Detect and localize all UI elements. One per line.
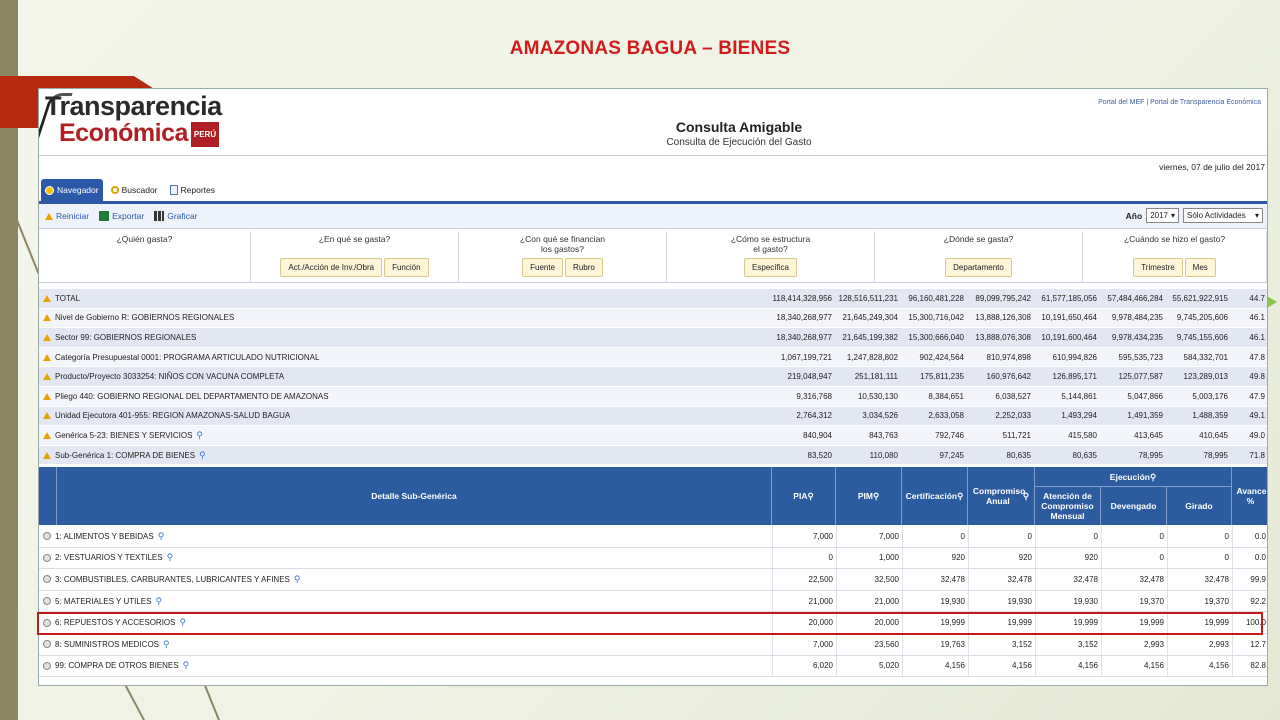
summary-cell: 15,300,666,040 [908, 332, 964, 342]
detail-cell: 0.0 [1232, 548, 1268, 569]
summary-cell: 175,811,235 [920, 372, 964, 382]
summary-cell: 1,493,294 [1061, 411, 1097, 421]
tab-reportes[interactable] [166, 179, 220, 201]
row-radio[interactable] [43, 554, 51, 562]
report-icon [170, 185, 178, 195]
summary-row-text: Sub-Genérica 1: COMPRA DE BIENES [55, 450, 196, 460]
summary-table [39, 289, 1267, 465]
row-radio[interactable] [43, 662, 51, 670]
filter-icon: ⚲ [872, 491, 880, 501]
summary-cell: 410,645 [1199, 430, 1228, 440]
header-compromiso-label: Compromiso Anual [972, 486, 1026, 506]
detail-cell: 0 [902, 526, 968, 547]
summary-cell: 128,516,511,231 [838, 293, 898, 303]
summary-cell: 415,580 [1068, 430, 1097, 440]
detail-cell: 19,999 [1167, 612, 1232, 633]
navigator-icon [45, 186, 54, 195]
summary-row-label [43, 367, 284, 386]
summary-cell: 792,746 [935, 430, 964, 440]
top-links[interactable]: Portal del MEF | Portal de Transparencia Económica [1098, 99, 1261, 106]
summary-cell: 584,332,701 [1183, 352, 1228, 362]
header-spacer [39, 467, 57, 525]
graficar-button[interactable] [154, 211, 197, 221]
summary-cell: 18,340,268,977 [776, 313, 832, 323]
logo-text: Transparencia [45, 91, 222, 121]
row-radio[interactable] [43, 640, 51, 648]
summary-cell: 219,048,947 [787, 372, 832, 382]
summary-cell: 8,384,651 [928, 391, 964, 401]
summary-cell: 9,745,155,606 [1176, 332, 1228, 342]
detail-cell: 0 [1035, 526, 1101, 547]
detail-cell: 7,000 [836, 526, 902, 547]
mes-button[interactable]: Mes [1185, 258, 1216, 277]
summary-cell: 13,888,076,308 [975, 332, 1031, 342]
detail-row-text: 99: COMPRA DE OTROS BIENES [55, 661, 179, 671]
detail-row-text: 6: REPUESTOS Y ACCESORIOS [55, 618, 176, 628]
funcion-button[interactable]: Función [384, 258, 428, 277]
filter-icon[interactable]: ⚲ [155, 595, 163, 606]
detail-row[interactable] [39, 634, 1267, 656]
header-certificacion-label: Certificación [905, 491, 958, 501]
detail-cell: 4,156 [1167, 656, 1232, 677]
question-donde [875, 231, 1083, 282]
departamento-button[interactable]: Departamento [945, 258, 1012, 277]
summary-cell: 78,995 [1138, 450, 1163, 460]
summary-row[interactable] [39, 407, 1267, 427]
summary-cell: 810,974,898 [986, 352, 1031, 362]
summary-cell: 10,530,130 [857, 391, 898, 401]
detail-cell: 100.0 [1232, 612, 1268, 633]
filter-icon[interactable]: ⚲ [199, 449, 206, 460]
summary-cell: 1,491,359 [1127, 411, 1163, 421]
collapse-icon[interactable] [43, 334, 51, 341]
filter-icon[interactable]: ⚲ [182, 660, 190, 671]
reset-icon [45, 213, 53, 220]
header-pim-label: PIM [857, 491, 873, 501]
row-radio[interactable] [43, 619, 51, 627]
header-ejecucion-label: Ejecución [1109, 471, 1150, 482]
detail-cell: 4,156 [1101, 656, 1167, 677]
anio-label: Año [1125, 210, 1143, 221]
summary-cell: 843,763 [869, 430, 898, 440]
filter-icon: ⚲ [1022, 491, 1030, 501]
question-en-que [251, 231, 459, 282]
summary-row-text: Unidad Ejecutora 401-955: REGION AMAZONAS-SALUD BAGUA [55, 411, 291, 421]
detail-cell: 21,000 [772, 591, 836, 612]
year-value: 2017 [1150, 211, 1168, 220]
screenshot-frame [38, 88, 1268, 686]
summary-cell: 80,635 [1072, 450, 1097, 460]
summary-cell: 21,645,199,382 [842, 332, 898, 342]
page-subtitle: Consulta de Ejecución del Gasto [666, 137, 812, 148]
detail-cell: 0 [1101, 548, 1167, 569]
summary-row-label [43, 387, 329, 406]
summary-cell: 2,633,058 [928, 411, 964, 421]
summary-cell: 47.8 [1249, 352, 1265, 362]
detail-row-text: 8: SUMINISTROS MEDICOS [55, 639, 160, 649]
collapse-icon[interactable] [43, 373, 51, 380]
tab-navegador[interactable] [41, 179, 103, 201]
graficar-label: Graficar [167, 211, 198, 221]
question-text: ¿Cómo se estructura el gasto? [730, 234, 811, 254]
detail-cell: 19,930 [902, 591, 968, 612]
exportar-label: Exportar [112, 211, 145, 221]
summary-cell: 80,635 [1006, 450, 1031, 460]
page-header [639, 119, 839, 148]
header-avance-label: Avance % [1236, 486, 1267, 506]
tab-buscador[interactable] [107, 179, 162, 201]
summary-cell: 1,067,199,721 [780, 352, 832, 362]
summary-cell: 9,978,484,235 [1111, 313, 1163, 323]
summary-cell: 13,888,126,308 [975, 313, 1031, 323]
summary-row-label [43, 407, 290, 426]
summary-cell: 6,038,527 [995, 391, 1031, 401]
summary-cell: 5,047,866 [1127, 391, 1163, 401]
detail-cell: 1,000 [836, 548, 902, 569]
row-radio[interactable] [43, 575, 51, 583]
tab-label: Buscador [121, 185, 158, 195]
detail-cell: 3,152 [1035, 634, 1101, 655]
summary-row-text: Sector 99: GOBIERNOS REGIONALES [55, 332, 197, 342]
detail-cell: 19,763 [902, 634, 968, 655]
summary-cell: 97,245 [939, 450, 964, 460]
detail-cell: 19,999 [1101, 612, 1167, 633]
detail-cell: 4,156 [902, 656, 968, 677]
row-radio[interactable] [43, 597, 51, 605]
detail-cell: 22,500 [772, 569, 836, 590]
tab-label: Navegador [57, 185, 99, 195]
chevron-down-icon: ▾ [1170, 211, 1175, 220]
header-devengado: Devengado [1101, 487, 1167, 525]
detail-cell: 21,000 [836, 591, 902, 612]
filter-icon[interactable]: ⚲ [196, 429, 203, 440]
header-pim[interactable] [836, 467, 902, 525]
detail-cell: 92.2 [1232, 591, 1268, 612]
detail-cell: 32,478 [1101, 569, 1167, 590]
summary-row-label [43, 446, 206, 465]
detail-cell: 0 [1101, 526, 1167, 547]
detail-cell: 920 [1035, 548, 1101, 569]
summary-cell: 21,645,249,304 [842, 313, 898, 323]
tab-label: Reportes [180, 185, 216, 195]
summary-row[interactable] [39, 387, 1267, 407]
summary-cell: 5,144,861 [1061, 391, 1097, 401]
header-compromiso[interactable] [968, 467, 1035, 525]
header-girado: Girado [1167, 487, 1232, 525]
detail-cell: 0 [1167, 526, 1232, 547]
detail-row-label [43, 548, 173, 569]
rubro-button[interactable]: Rubro [565, 258, 603, 277]
detail-cell: 19,999 [902, 612, 968, 633]
header-avance [1232, 467, 1268, 525]
detail-row-label [43, 634, 170, 655]
summary-cell: 160,976,642 [986, 372, 1031, 382]
summary-cell: 2,252,033 [995, 411, 1031, 421]
logo-text-2: Económica PERÚ [59, 122, 219, 147]
detail-row[interactable] [39, 569, 1267, 591]
detail-cell: 4,156 [1035, 656, 1101, 677]
detail-cell: 19,370 [1167, 591, 1232, 612]
header-atencion [1035, 487, 1101, 525]
collapse-icon[interactable] [43, 314, 51, 321]
summary-row[interactable] [39, 367, 1267, 387]
summary-row-text: Nivel de Gobierno R: GOBIERNOS REGIONALES [55, 313, 235, 323]
summary-cell: 49.8 [1249, 372, 1265, 382]
detail-cell: 3,152 [968, 634, 1035, 655]
summary-cell: 10,191,650,464 [1041, 313, 1097, 323]
page-title: Consulta Amigable [675, 119, 803, 135]
chevron-down-icon: ▾ [1254, 211, 1259, 220]
question-quien [39, 231, 251, 282]
summary-cell: 9,745,205,606 [1176, 313, 1228, 323]
summary-cell: 55,621,922,915 [1172, 293, 1228, 303]
summary-row[interactable] [39, 289, 1267, 309]
summary-cell: 49.0 [1249, 430, 1265, 440]
year-controls [1126, 208, 1263, 223]
detail-row-text: 2: VESTUARIOS Y TEXTILES [55, 553, 163, 563]
slide-title: AMAZONAS BAGUA – BIENES [509, 38, 791, 59]
exportar-button[interactable] [99, 211, 144, 221]
detail-cell: 12.7 [1232, 634, 1268, 655]
detail-row[interactable] [39, 612, 1267, 634]
detail-cell: 20,000 [836, 612, 902, 633]
summary-cell: 44.7 [1249, 293, 1265, 303]
header-ejecucion [1035, 467, 1232, 487]
filter-icon[interactable]: ⚲ [179, 617, 187, 628]
detail-row-text: 1: ALIMENTOS Y BEBIDAS [55, 531, 154, 541]
detail-cell: 7,000 [772, 526, 836, 547]
summary-cell: 595,535,723 [1118, 352, 1163, 362]
summary-cell: 2,764,312 [796, 411, 832, 421]
filter-icon[interactable]: ⚲ [166, 552, 174, 563]
collapse-icon[interactable] [43, 295, 51, 302]
header-detalle: Detalle Sub-Genérica [57, 467, 772, 525]
summary-row-text: Pliego 440: GOBIERNO REGIONAL DEL DEPARTAMENTO DE AMAZONAS [55, 391, 329, 401]
year-select[interactable] [1146, 208, 1179, 223]
summary-row[interactable] [39, 328, 1267, 348]
detail-cell: 20,000 [772, 612, 836, 633]
summary-cell: 9,978,434,235 [1111, 332, 1163, 342]
header-pia-label: PIA [793, 491, 808, 501]
summary-cell: 89,099,795,242 [975, 293, 1031, 303]
filter-icon: ⚲ [1149, 471, 1157, 482]
summary-cell: 110,080 [869, 450, 898, 460]
detail-cell: 19,930 [968, 591, 1035, 612]
detail-row-label [43, 526, 164, 547]
detail-cell: 82.8 [1232, 656, 1268, 677]
summary-cell: 1,247,828,802 [846, 352, 898, 362]
filter-icon[interactable]: ⚲ [163, 638, 170, 649]
question-con-que [459, 231, 667, 282]
tab-bar [41, 179, 219, 201]
summary-cell: 840,904 [803, 430, 832, 440]
search-icon [111, 186, 119, 194]
especifica-button[interactable]: Específica [744, 258, 797, 277]
detail-row-text: 5: MATERIALES Y UTILES [55, 596, 152, 606]
summary-row-text: Producto/Proyecto 3033254: NIÑOS CON VACUNA COMPLETA [55, 372, 285, 382]
summary-row-label [43, 426, 203, 445]
question-bar [39, 231, 1267, 283]
summary-cell: 18,340,268,977 [776, 332, 832, 342]
detail-cell: 920 [902, 548, 968, 569]
summary-cell: 61,577,185,056 [1041, 293, 1097, 303]
detail-cell: 19,999 [1035, 612, 1101, 633]
row-radio[interactable] [43, 532, 51, 540]
detail-row[interactable] [39, 591, 1267, 613]
summary-cell: 1,488,359 [1192, 411, 1228, 421]
summary-cell: 46.1 [1249, 332, 1265, 342]
detail-cell: 6,020 [772, 656, 836, 677]
detail-cell: 0 [1167, 548, 1232, 569]
collapse-icon[interactable] [43, 393, 51, 400]
collapse-icon[interactable] [43, 354, 51, 361]
summary-cell: 118,414,328,956 [772, 293, 832, 303]
detail-cell: 23,560 [836, 634, 902, 655]
chart-icon [154, 211, 164, 221]
summary-row[interactable] [39, 426, 1267, 446]
detail-row-label [43, 612, 186, 633]
summary-row[interactable] [39, 348, 1267, 368]
excel-icon [99, 211, 109, 221]
question-text: ¿Dónde se gasta? [943, 234, 1014, 244]
detail-row-label [43, 656, 189, 677]
summary-cell: 123,289,013 [1183, 372, 1228, 382]
question-text: ¿Con qué se financian los gastos? [519, 234, 606, 254]
summary-cell: 15,300,716,042 [908, 313, 964, 323]
detail-cell: 32,478 [1035, 569, 1101, 590]
filter-icon: ⚲ [957, 491, 964, 501]
question-como [667, 231, 875, 282]
detail-row[interactable] [39, 526, 1267, 548]
act-accion-button[interactable]: Act./Acción de Inv./Obra [280, 258, 382, 277]
collapse-icon[interactable] [43, 432, 51, 439]
detail-cell: 0 [968, 526, 1035, 547]
summary-cell: 3,034,526 [862, 411, 898, 421]
summary-cell: 83,520 [807, 450, 832, 460]
summary-row-label [43, 309, 234, 328]
detail-cell: 32,478 [902, 569, 968, 590]
summary-cell: 57,484,466,284 [1107, 293, 1163, 303]
detail-cell: 19,370 [1101, 591, 1167, 612]
detail-row-label [43, 569, 300, 590]
summary-cell: 49.1 [1249, 411, 1265, 421]
summary-cell: 71.8 [1249, 450, 1265, 460]
reiniciar-button[interactable] [45, 211, 89, 221]
header-pia[interactable] [772, 467, 836, 525]
detail-row-text: 3: COMBUSTIBLES, CARBURANTES, LUBRICANTES Y AFINES [55, 574, 290, 584]
summary-row[interactable] [39, 309, 1267, 329]
summary-cell: 126,895,171 [1052, 372, 1097, 382]
detail-table [39, 526, 1267, 677]
logo-badge: PERÚ [191, 122, 219, 147]
detail-cell: 19,930 [1035, 591, 1101, 612]
filter-icon[interactable]: ⚲ [293, 573, 301, 584]
summary-row-text: TOTAL [55, 293, 81, 303]
summary-cell: 47.9 [1249, 391, 1265, 401]
summary-cell: 902,424,564 [919, 352, 964, 362]
detail-cell: 32,500 [836, 569, 902, 590]
detail-cell: 920 [968, 548, 1035, 569]
summary-row-label [43, 289, 80, 308]
trimestre-button[interactable]: Trimestre [1133, 258, 1182, 277]
detail-cell: 99.9 [1232, 569, 1268, 590]
question-text: ¿Quién gasta? [116, 234, 173, 244]
summary-row[interactable] [39, 446, 1267, 466]
question-text: ¿Cuándo se hizo el gasto? [1123, 234, 1226, 244]
summary-cell: 78,995 [1203, 450, 1228, 460]
summary-cell: 251,181,111 [854, 372, 898, 382]
summary-row-label [43, 328, 196, 347]
actividades-value: Sólo Actividades [1187, 211, 1246, 220]
detail-row-label [43, 591, 162, 612]
detail-cell: 4,156 [968, 656, 1035, 677]
collapse-icon[interactable] [43, 412, 51, 419]
detail-cell: 32,478 [1167, 569, 1232, 590]
detail-cell: 0.0 [1232, 526, 1268, 547]
summary-cell: 610,994,826 [1052, 352, 1097, 362]
summary-cell: 413,645 [1134, 430, 1163, 440]
detail-cell: 19,999 [968, 612, 1035, 633]
collapse-icon[interactable] [43, 452, 51, 459]
detail-cell: 7,000 [772, 634, 836, 655]
question-cuando [1083, 231, 1267, 282]
detail-cell: 32,478 [968, 569, 1035, 590]
summary-cell: 511,721 [1002, 430, 1031, 440]
summary-cell: 5,003,176 [1192, 391, 1228, 401]
header-certificacion[interactable] [902, 467, 968, 525]
filter-icon: ⚲ [807, 491, 814, 501]
summary-row-text: Categoría Presupuestal 0001: PROGRAMA ARTICULADO NUTRICIONAL [55, 352, 320, 362]
detail-row[interactable] [39, 656, 1267, 678]
detail-table-header [39, 467, 1267, 525]
summary-cell: 96,160,481,228 [908, 293, 964, 303]
slide-arrow-icon [1267, 296, 1277, 308]
divider [39, 155, 1267, 156]
summary-row-label [43, 348, 319, 367]
detail-row[interactable] [39, 548, 1267, 570]
detail-cell: 0 [772, 548, 836, 569]
date-text: viernes, 07 de julio del 2017 [1159, 162, 1265, 172]
fuente-button[interactable]: Fuente [522, 258, 563, 277]
filter-icon[interactable]: ⚲ [157, 530, 165, 541]
detail-cell: 2,993 [1101, 634, 1167, 655]
detail-cell: 2,993 [1167, 634, 1232, 655]
summary-row-text: Genérica 5-23: BIENES Y SERVICIOS [55, 430, 193, 440]
summary-cell: 10,191,600,464 [1041, 332, 1097, 342]
reiniciar-label: Reiniciar [56, 211, 90, 221]
actividades-select[interactable] [1183, 208, 1263, 223]
header-atencion-label: Atención de Compromiso Mensual [1041, 491, 1094, 521]
detail-cell: 5,020 [836, 656, 902, 677]
question-text: ¿En qué se gasta? [318, 234, 391, 244]
toolbar [39, 204, 1267, 229]
summary-cell: 9,316,768 [796, 391, 832, 401]
summary-cell: 125,077,587 [1118, 372, 1163, 382]
summary-cell: 46.1 [1249, 313, 1265, 323]
